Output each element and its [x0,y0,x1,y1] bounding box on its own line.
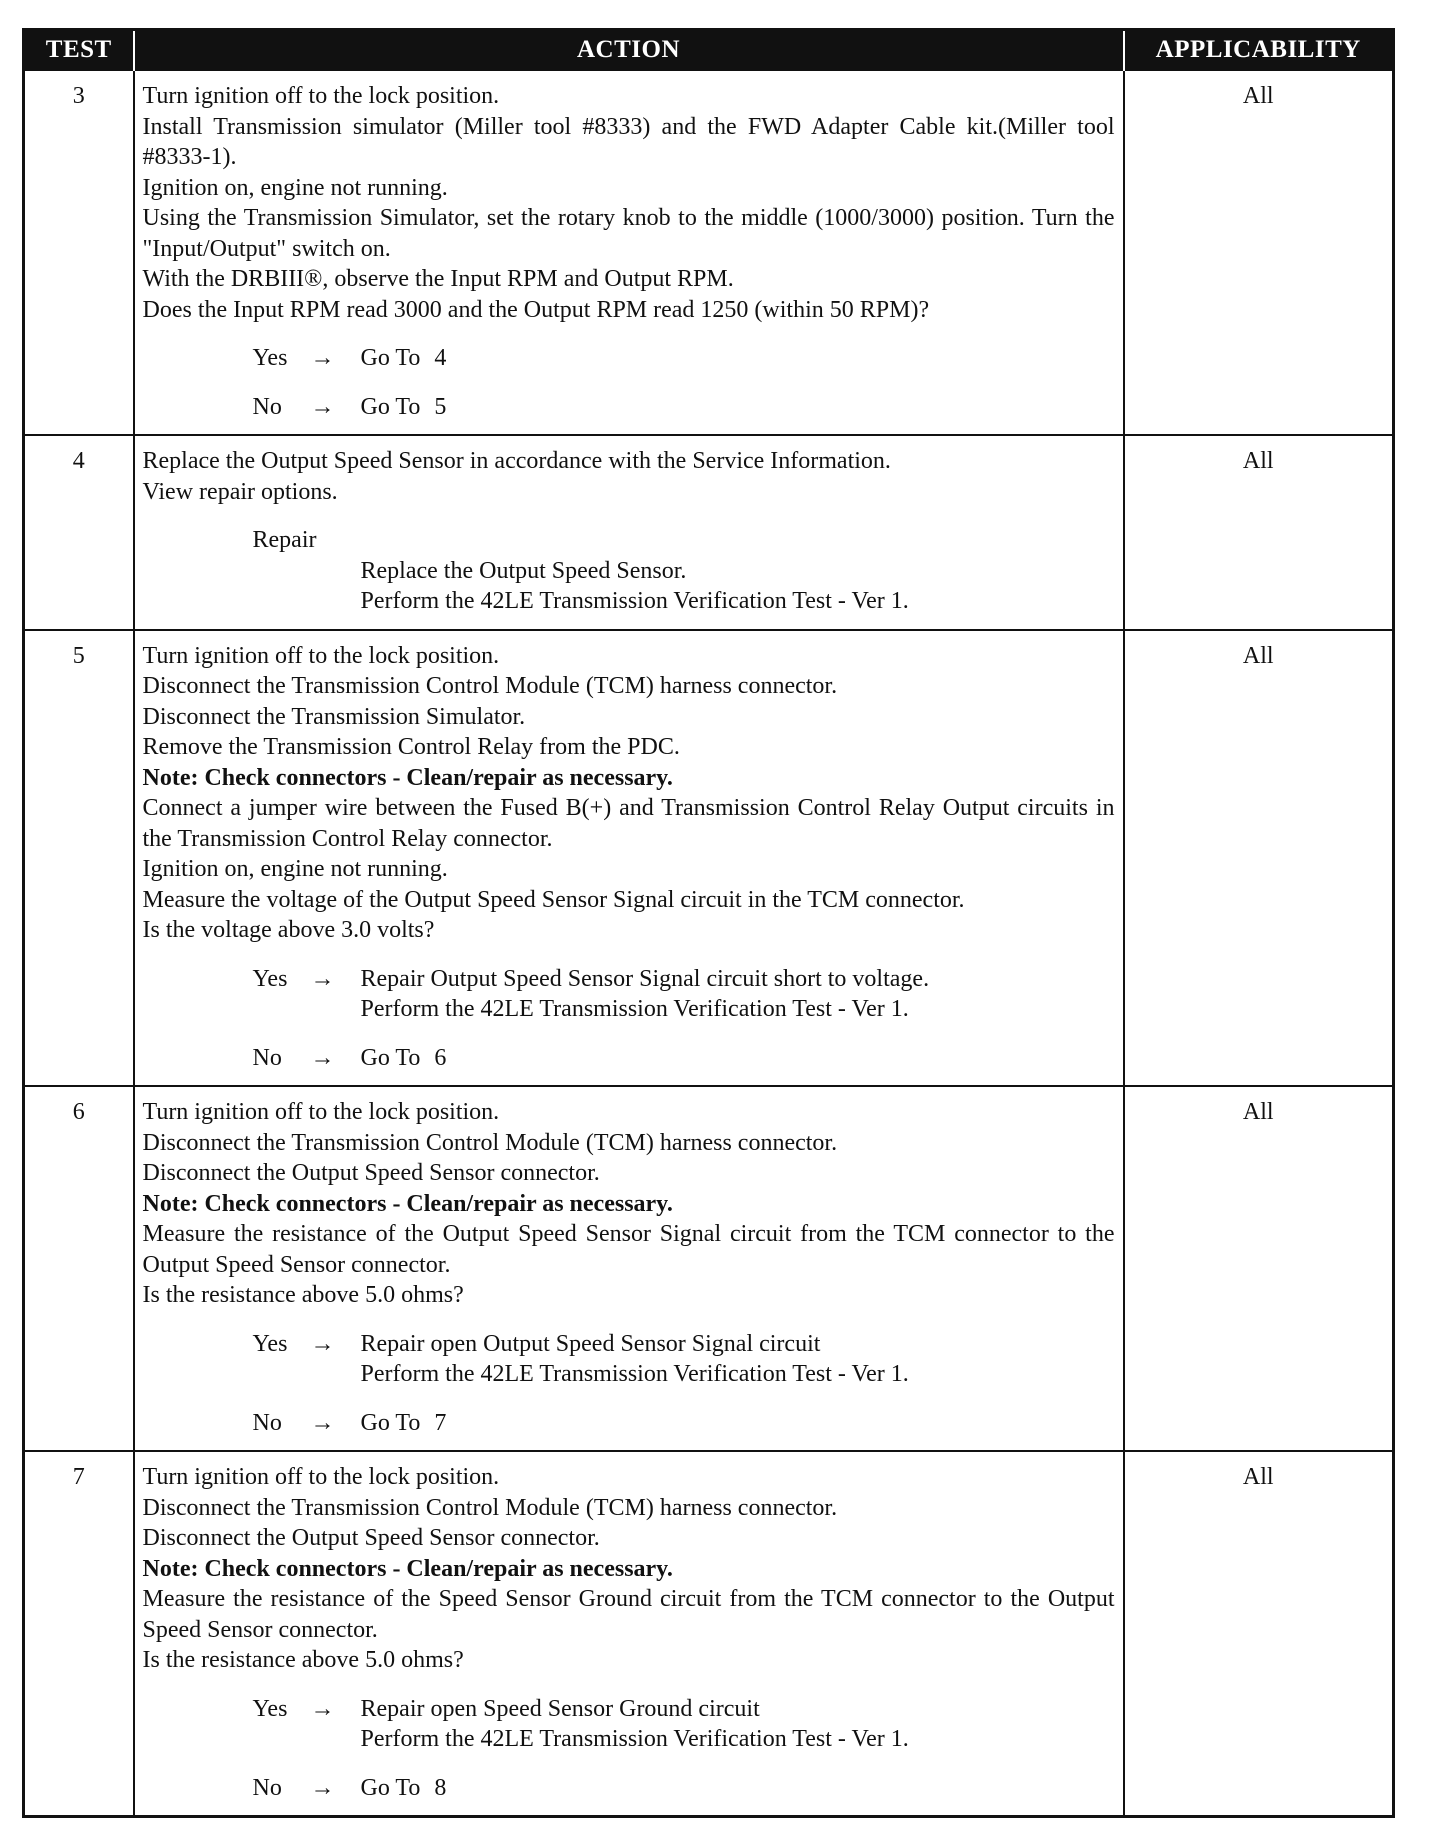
no-outcome [253,1408,1115,1439]
arrow-icon: → [310,1695,335,1722]
goto-text [361,1043,1115,1074]
note-line: Note: Check connectors - Clean/repair as necessary. [142,764,673,791]
yes-label: Yes [252,1330,288,1357]
table-row [24,70,1394,435]
action-line: Is the resistance above 5.0 ohms? [142,1647,464,1673]
action-line: Measure the voltage of the Output Speed Sensor Signal circuit in the TCM connector. [142,886,965,913]
note-line: Note: Check connectors - Clean/repair as necessary. [142,1555,673,1582]
action-line: Remove the Transmission Control Relay from the PDC. [142,734,680,760]
action-cell [134,70,1124,435]
arrow-icon: → [310,1409,335,1436]
applicability-cell: All [1124,70,1394,435]
no-outcome [253,1773,1115,1804]
action-line: Disconnect the Output Speed Sensor connector. [142,1160,600,1186]
goto-label: Go To [360,1774,421,1801]
outcome-line: Repair Output Speed Sensor Signal circuit short to voltage. [360,965,930,992]
no-outcome [253,1043,1115,1074]
header-test: TEST [24,30,134,71]
action-line: Turn ignition off to the lock position. [142,83,500,109]
outcome-text [361,1329,1115,1390]
outcome-line: Repair open Output Speed Sensor Signal circuit [360,1330,821,1357]
test-number: 4 [24,435,134,630]
action-line: Disconnect the Transmission Control Module (TCM) harness connector. [142,1129,838,1156]
no-label: No [252,1409,282,1436]
action-line: Does the Input RPM read 3000 and the Output RPM read 1250 (within 50 RPM)? [142,296,930,323]
yes-outcome [253,1694,1115,1755]
goto-target: 5 [434,393,447,420]
action-line: With the DRBIII®, observe the Input RPM and Output RPM. [142,266,734,292]
no-label: No [252,1044,282,1071]
table-row [24,435,1394,630]
goto-text [361,1773,1115,1804]
arrow-icon: → [310,1774,335,1801]
outcome-text [361,1694,1115,1755]
table-row [24,630,1394,1087]
test-number: 6 [24,1086,134,1451]
repair-outcome [253,525,1115,617]
action-line: Disconnect the Transmission Control Module (TCM) harness connector. [142,1494,838,1521]
test-number: 3 [24,70,134,435]
header-applicability: APPLICABILITY [1124,30,1394,71]
arrow-icon: → [310,393,335,420]
action-line: Replace the Output Speed Sensor in accordance with the Service Information. [142,448,891,474]
table-row [24,1086,1394,1451]
repair-steps [361,556,1115,617]
no-label: No [252,393,282,420]
test-number: 5 [24,630,134,1087]
outcome-line: Perform the 42LE Transmission Verification Test - Ver 1. [360,1361,909,1387]
action-cell [134,1451,1124,1817]
goto-target: 6 [434,1044,447,1071]
repair-step: Perform the 42LE Transmission Verification Test - Ver 1. [360,588,909,614]
yes-outcome [253,964,1115,1025]
yes-outcome [253,343,1115,374]
arrow-icon: → [310,1330,335,1357]
action-cell [134,630,1124,1087]
action-line: Disconnect the Output Speed Sensor connector. [142,1525,600,1551]
applicability-cell: All [1124,435,1394,630]
goto-label: Go To [360,393,421,420]
action-line: View repair options. [142,478,338,505]
outcome-line: Perform the 42LE Transmission Verification Test - Ver 1. [360,996,909,1022]
applicability-cell: All [1124,1086,1394,1451]
outcome-line: Perform the 42LE Transmission Verification Test - Ver 1. [360,1726,909,1752]
test-number: 7 [24,1451,134,1817]
yes-label: Yes [252,345,288,371]
action-line: Using the Transmission Simulator, set the rotary knob to the middle (1000/3000) position. Turn the "Input/Output" switch on. [142,205,1115,262]
applicability-cell: All [1124,630,1394,1087]
goto-target: 7 [434,1409,447,1436]
table-row [24,1451,1394,1817]
arrow-icon: → [310,345,335,371]
table-header-row [24,30,1394,71]
action-line: Ignition on, engine not running. [142,174,448,201]
goto-text [361,1408,1115,1439]
outcome-line: Repair open Speed Sensor Ground circuit [360,1695,760,1722]
yes-label: Yes [252,965,288,992]
action-line: Turn ignition off to the lock position. [142,1099,500,1125]
action-line: Ignition on, engine not running. [142,856,448,882]
goto-label: Go To [360,1044,421,1071]
arrow-icon: → [310,1044,335,1071]
outcome-text [361,964,1115,1025]
header-action: ACTION [134,30,1124,71]
action-cell [134,435,1124,630]
goto-label: Go To [360,1409,421,1436]
repair-step: Replace the Output Speed Sensor. [360,557,687,584]
action-line: Connect a jumper wire between the Fused B(+) and Transmission Control Relay Output circuits in the Transmission Control Relay connector. [142,795,1115,852]
action-line: Is the resistance above 5.0 ohms? [142,1282,464,1308]
yes-label: Yes [252,1695,288,1722]
action-line: Turn ignition off to the lock position. [142,1464,500,1490]
action-cell [134,1086,1124,1451]
goto-target: 4 [434,345,447,371]
goto-label: Go To [360,345,421,371]
action-line: Measure the resistance of the Output Speed Sensor Signal circuit from the TCM connector to the Output Speed Sensor connector. [142,1221,1115,1278]
diagnostic-test-page [22,28,1392,1818]
repair-label: Repair [252,527,317,553]
action-line: Is the voltage above 3.0 volts? [142,917,435,943]
action-line: Turn ignition off to the lock position. [142,642,500,669]
goto-text [361,343,1115,374]
action-line: Measure the resistance of the Speed Sensor Ground circuit from the TCM connector to the Output Speed Sensor connector. [142,1586,1115,1643]
action-line: Disconnect the Transmission Control Module (TCM) harness connector. [142,673,838,699]
note-line: Note: Check connectors - Clean/repair as necessary. [142,1190,673,1217]
applicability-cell: All [1124,1451,1394,1817]
no-outcome [253,392,1115,423]
action-line: Disconnect the Transmission Simulator. [142,703,526,730]
goto-target: 8 [434,1774,447,1801]
no-label: No [252,1774,282,1801]
action-line: Install Transmission simulator (Miller tool #8333) and the FWD Adapter Cable kit.(Miller tool #8333-1). [142,113,1115,170]
arrow-icon: → [310,965,335,992]
diagnostic-test-table [22,28,1395,1818]
goto-text [361,392,1115,423]
yes-outcome [253,1329,1115,1390]
